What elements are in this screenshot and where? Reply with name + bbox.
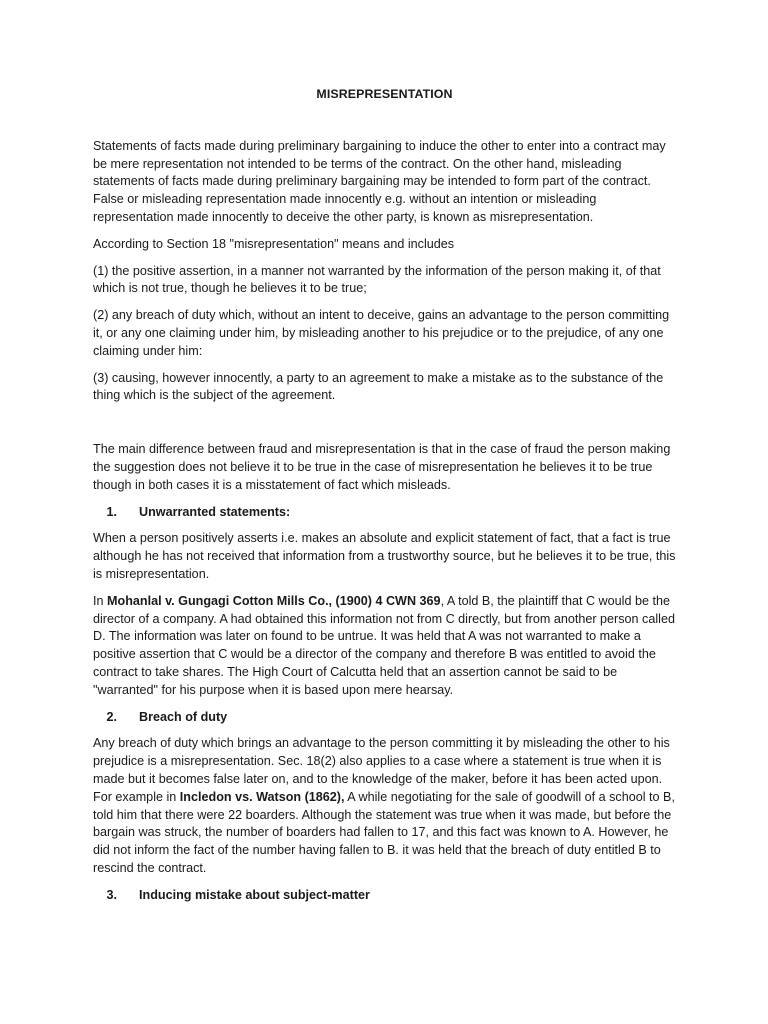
blank-spacer bbox=[93, 414, 676, 441]
clause-3-paragraph: (3) causing, however innocently, a party to an agreement to make a mistake as to the substance of the thing which is the subject of the agreement. bbox=[93, 370, 664, 403]
clause-1-paragraph: (1) the positive assertion, in a manner not warranted by the information of the person making it, of that which is not true, though he believes it to be true; bbox=[93, 263, 661, 296]
mohanlal-body: , A told B, the plaintiff that C would be the director of a company. A had obtained this information not from C directly, but from another person called D. The information was later on found to be untrue. It was held that A was not warranted to make a positive assertion that C would be a director of the company and therefore B was entitled to avoid the contract to take shares. The High Court of Calcutta held that an assertion cannot be said to be "warranted" for his purpose when it is based upon mere hearsay. bbox=[93, 593, 675, 697]
mohanlal-paragraph bbox=[93, 593, 676, 700]
heading-number: 3. bbox=[106, 887, 117, 902]
mohanlal-intro: In bbox=[93, 593, 108, 608]
heading-number: 1. bbox=[106, 504, 117, 519]
breach-intro: Any breach of duty which brings an advantage to the person committing it by misleading the other to his prejudice is a misrepresentation. Sec. 18(2) also applies to a case where a statement is true when it is made but it becomes false later on, and to the knowledge of the maker, before it has been acted upon. For example in bbox=[93, 736, 670, 804]
difference-paragraph: The main difference between fraud and misrepresentation is that in the case of fraud the person making the suggestion does not believe it to be true in the case of misrepresentation he believes it to be true though in both cases it is a misstatement of fact which misleads. bbox=[93, 442, 671, 492]
heading-inducing-mistake bbox=[93, 887, 676, 905]
breach-paragraph bbox=[93, 735, 676, 877]
mohanlal-case-citation: Mohanlal v. Gungagi Cotton Mills Co., (1900) 4 CWN 369 bbox=[107, 593, 441, 608]
heading-text: Breach of duty bbox=[139, 709, 228, 724]
heading-text: Unwarranted statements: bbox=[139, 504, 291, 519]
incledon-case-citation: Incledon vs. Watson (1862), bbox=[179, 789, 345, 804]
heading-unwarranted-statements bbox=[93, 504, 676, 522]
heading-number: 2. bbox=[106, 709, 117, 724]
breach-body: A while negotiating for the sale of goodwill of a school to B, told him that there were 22 boarders. Although the statement was true when it was made, but before the bargain was struck, the number of boarders had fallen to 17, and this fact was known to A. However, he did not inform the fact of the number having fallen to B. it was held that the breach of duty entitled B to rescind the contract. bbox=[93, 789, 675, 875]
document-title: MISREPRESENTATION bbox=[316, 87, 453, 101]
heading-text: Inducing mistake about subject-matter bbox=[139, 887, 370, 902]
unwarranted-paragraph: When a person positively asserts i.e. makes an absolute and explicit statement of fact, that a fact is true although he has not received that information from a trustworthy source, but he believes it to be true, this is misrepresentation. bbox=[93, 531, 676, 581]
heading-breach-of-duty bbox=[93, 709, 676, 727]
intro-paragraph: Statements of facts made during preliminary bargaining to induce the other to enter into a contract may be mere representation not intended to be terms of the contract. On the other hand, misleading statements of facts made during preliminary bargaining may be intended to form part of the contract. False or misleading representation made innocently e.g. without an intention or misleading representation made innocently to deceive the other party, is known as misrepresentation. bbox=[93, 138, 666, 224]
section-18-paragraph: According to Section 18 "misrepresentation" means and includes bbox=[93, 236, 455, 251]
clause-2-paragraph: (2) any breach of duty which, without an intent to deceive, gains an advantage to the person committing it, or any one claiming under him, by misleading another to his prejudice or to the prejudice, of any one claiming under him: bbox=[93, 308, 670, 358]
